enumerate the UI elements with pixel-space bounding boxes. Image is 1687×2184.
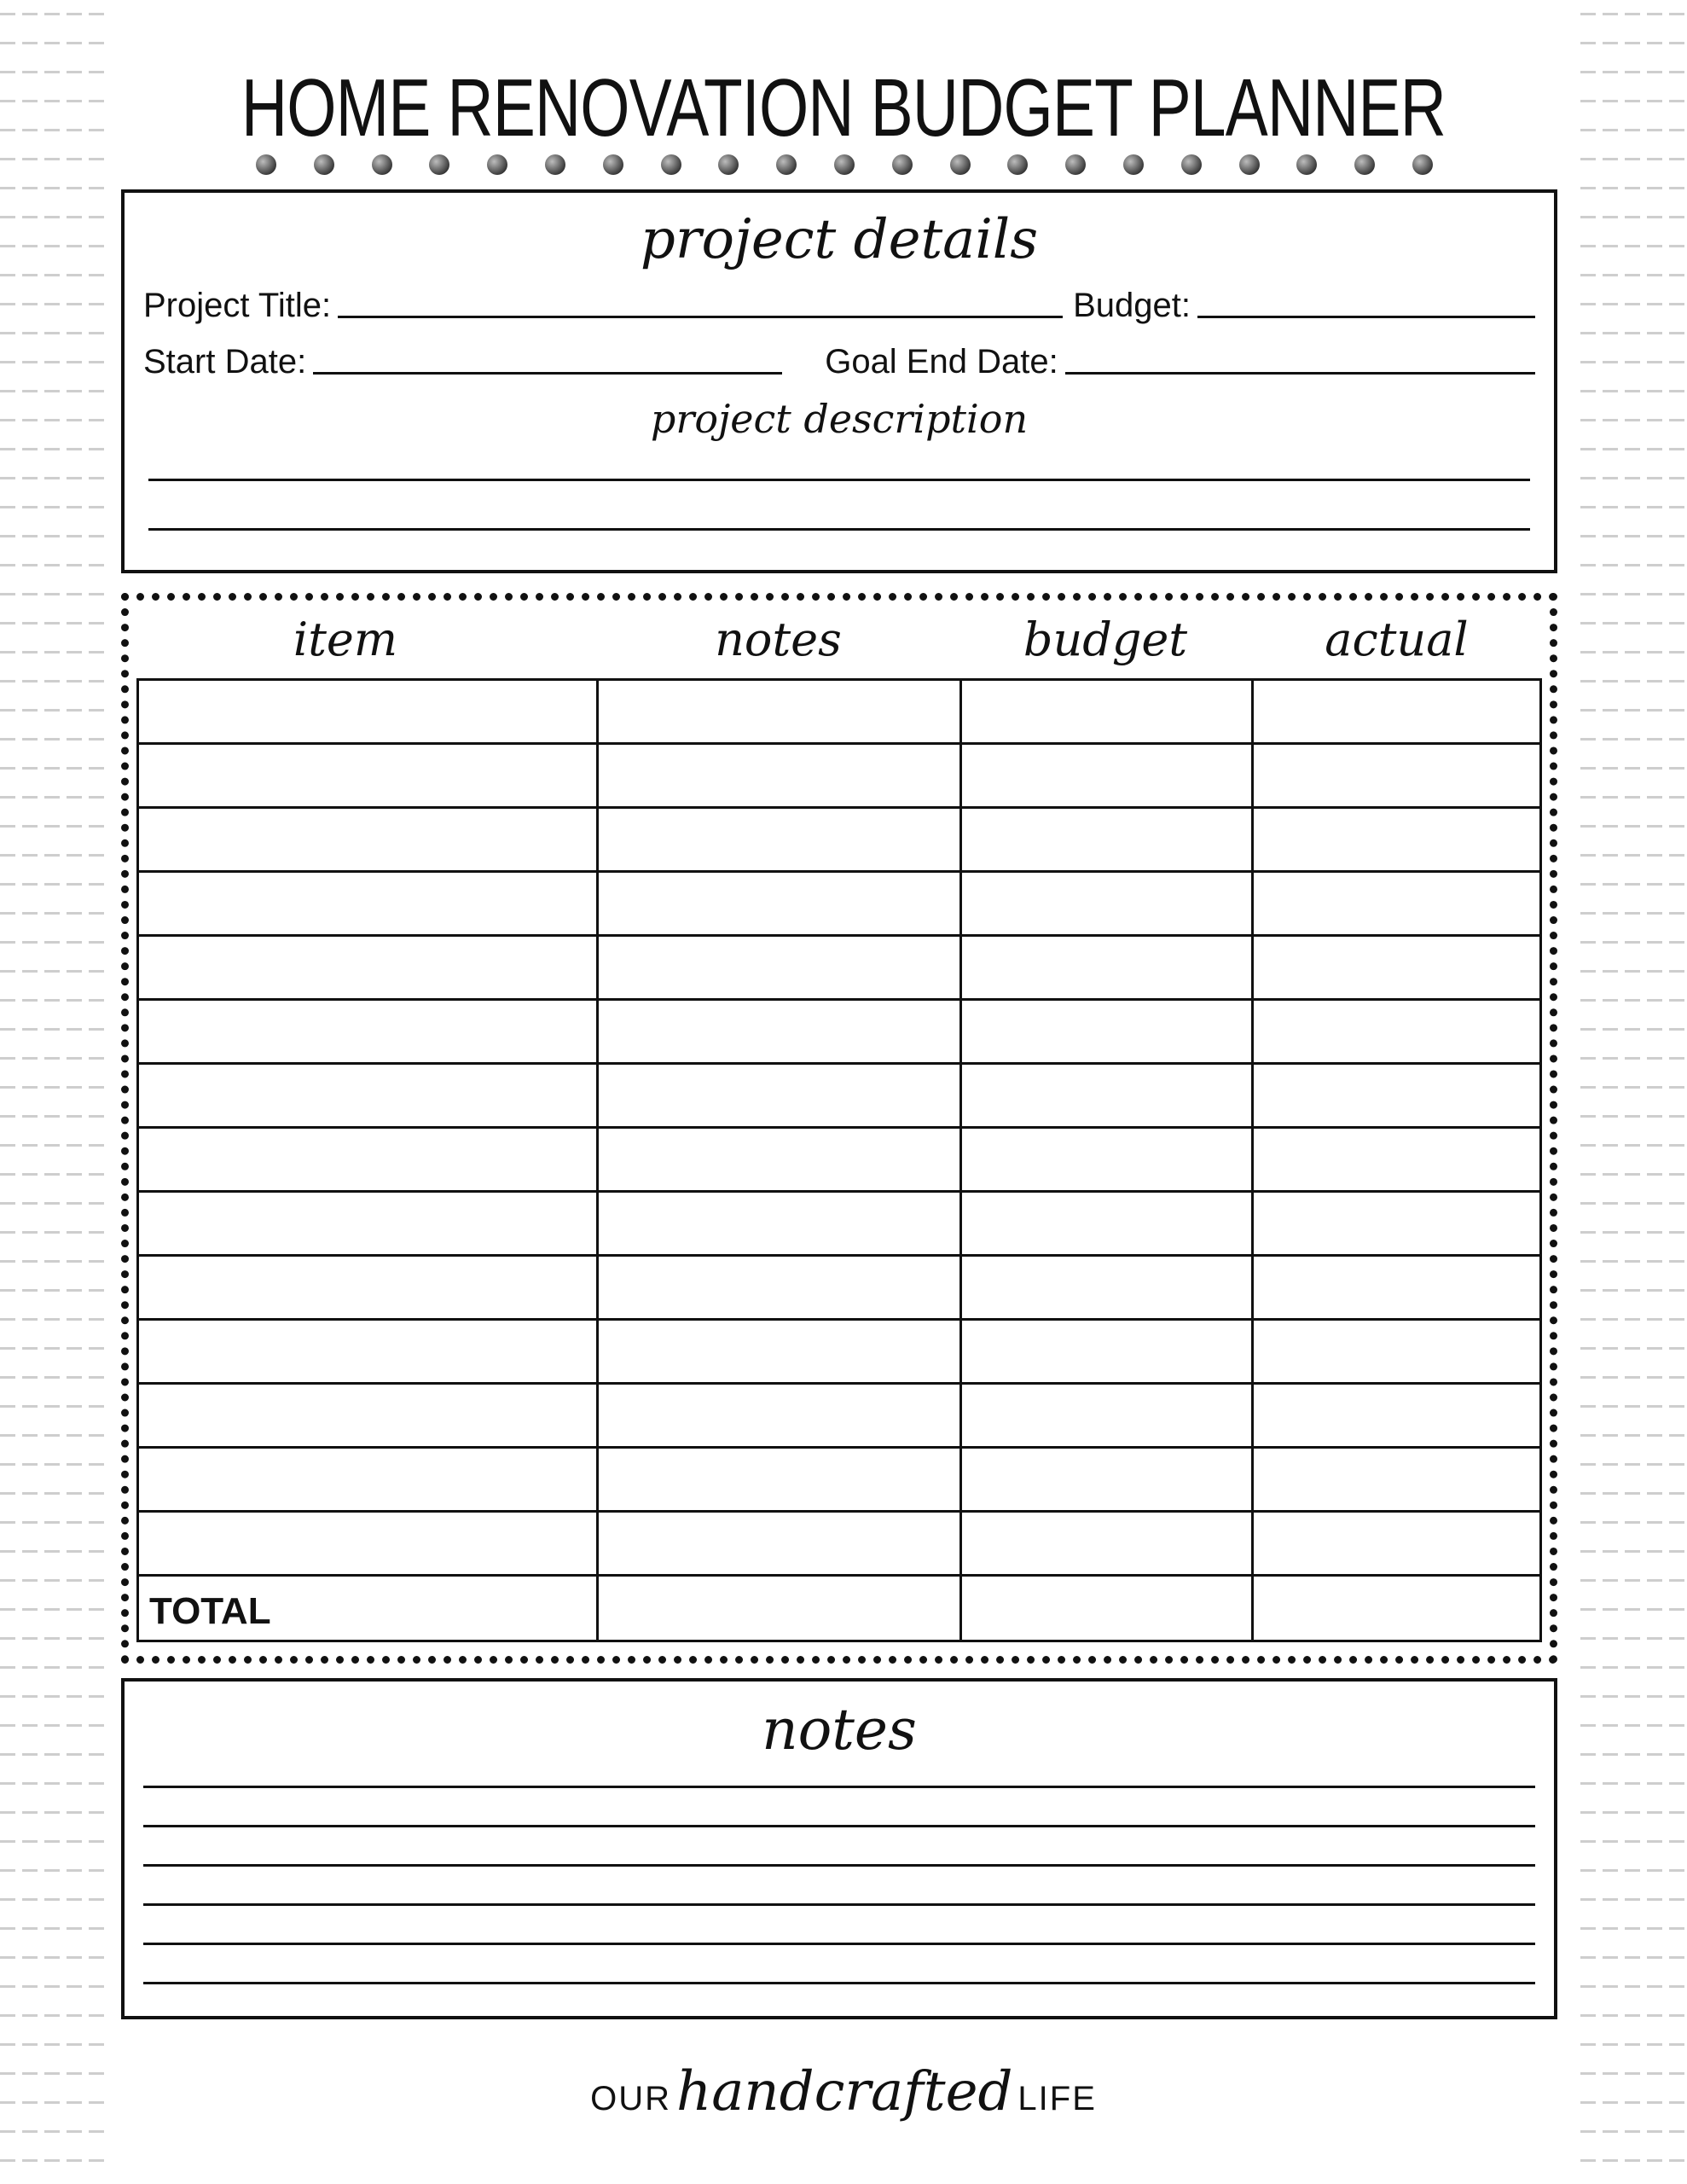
table-row-divider: [139, 1126, 1539, 1129]
column-header-actual: actual: [1325, 613, 1469, 666]
logo-word-handcrafted: handcrafted: [676, 2060, 1013, 2123]
notes-line[interactable]: [143, 1943, 1535, 1945]
notes-line[interactable]: [143, 1982, 1535, 1984]
project-title-budget-row: [143, 287, 1535, 325]
table-row-divider: [139, 1254, 1539, 1257]
decorative-dash-strip-right: [1580, 0, 1687, 2184]
notes-line[interactable]: [143, 1825, 1535, 1827]
table-row-divider: [139, 998, 1539, 1001]
project-title-label: Project Title:: [143, 287, 332, 324]
decorative-dash-strip-left: [0, 0, 107, 2184]
description-line[interactable]: [148, 479, 1530, 481]
goal-end-date-label: Goal End Date:: [825, 343, 1058, 380]
start-date-label: Start Date:: [143, 343, 307, 380]
dot-divider-dot: [1412, 154, 1433, 175]
goal-end-date-field[interactable]: [1065, 372, 1535, 375]
start-date-field[interactable]: [313, 372, 782, 375]
dot-divider-dot: [487, 154, 507, 175]
table-row-divider: [139, 934, 1539, 937]
table-row-divider: [139, 1446, 1539, 1449]
budget-label: Budget:: [1073, 287, 1191, 324]
budget-table: [136, 678, 1542, 1642]
budget-field[interactable]: [1197, 316, 1535, 318]
dot-divider-dot: [603, 154, 623, 175]
project-details-section: [121, 189, 1557, 573]
dates-row: [143, 343, 1535, 381]
dot-divider-dot: [718, 154, 739, 175]
dot-divider-dot: [1123, 154, 1144, 175]
dot-divider-dot: [892, 154, 913, 175]
dot-divider-dot: [545, 154, 565, 175]
table-row-divider: [139, 1190, 1539, 1193]
page-title: HOME RENOVATION BUDGET PLANNER: [241, 62, 1446, 154]
project-title-field[interactable]: [338, 316, 1063, 318]
dot-divider-dot: [776, 154, 797, 175]
table-column-divider: [1251, 681, 1254, 1640]
table-row-divider: [139, 1062, 1539, 1065]
project-description-heading: project description: [650, 396, 1029, 442]
dot-divider-dot: [1354, 154, 1375, 175]
dot-divider-dot: [314, 154, 334, 175]
dot-divider-dot: [1007, 154, 1028, 175]
notes-heading: notes: [762, 1697, 917, 1763]
dot-divider-dot: [1239, 154, 1260, 175]
table-row-divider: [139, 742, 1539, 745]
decorative-dot-divider: [256, 152, 1433, 177]
notes-line[interactable]: [143, 1786, 1535, 1788]
table-row-divider: [139, 870, 1539, 873]
dot-divider-dot: [834, 154, 855, 175]
dot-divider-dot: [950, 154, 971, 175]
brand-logo: [0, 2060, 1687, 2123]
column-header-notes: notes: [715, 613, 842, 666]
project-details-heading: project details: [640, 208, 1039, 271]
dot-divider-dot: [1181, 154, 1202, 175]
notes-line[interactable]: [143, 1903, 1535, 1906]
total-label: TOTAL: [149, 1590, 271, 1632]
table-row-divider: [139, 1318, 1539, 1321]
table-column-divider: [596, 681, 599, 1640]
logo-word-our: OUR: [590, 2080, 671, 2117]
dot-divider-dot: [256, 154, 276, 175]
column-header-item: item: [293, 613, 398, 666]
dot-divider-dot: [429, 154, 449, 175]
dot-divider-dot: [661, 154, 681, 175]
table-row-divider: [139, 1382, 1539, 1385]
notes-line[interactable]: [143, 1864, 1535, 1867]
table-column-divider: [959, 681, 962, 1640]
description-line[interactable]: [148, 528, 1530, 531]
logo-word-life: LIFE: [1017, 2080, 1097, 2117]
dot-divider-dot: [1296, 154, 1317, 175]
column-header-budget: budget: [1023, 613, 1188, 666]
table-row-divider: [139, 1510, 1539, 1513]
table-row-divider: [139, 806, 1539, 809]
notes-section: [121, 1678, 1557, 2019]
table-row-divider: [139, 1574, 1539, 1577]
dot-divider-dot: [372, 154, 392, 175]
dot-divider-dot: [1065, 154, 1086, 175]
